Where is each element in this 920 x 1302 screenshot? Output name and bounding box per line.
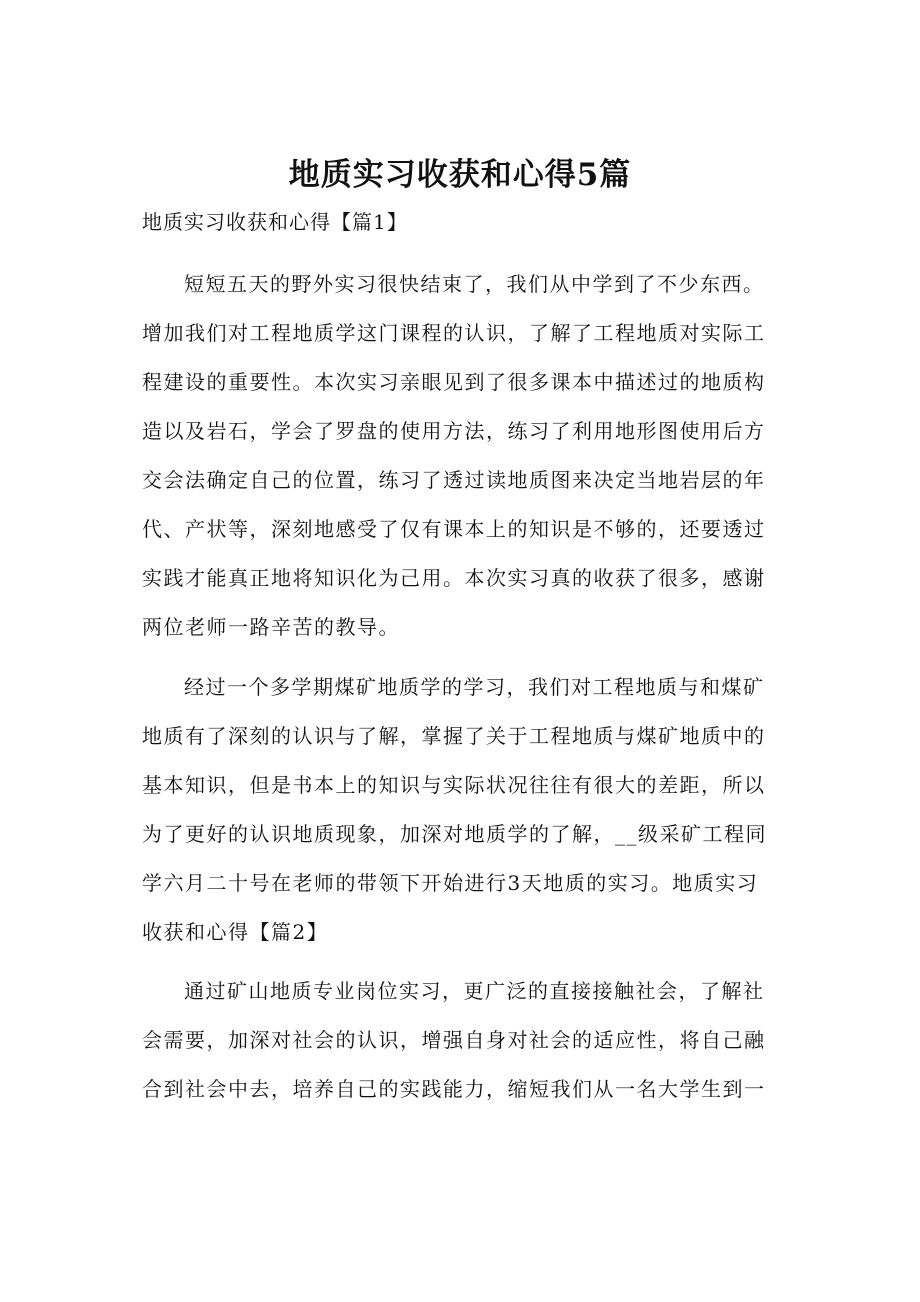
paragraph-1-line: 短短五天的野外实习很快结束了，我们从中学到了不少东西。: [184, 272, 765, 296]
paragraph-3-line: 通过矿山地质专业岗位实习，更广泛的直接接触社会，了解社: [184, 979, 765, 1003]
paragraph-1-line: 造以及岩石，学会了罗盘的使用方法，练习了利用地形图使用后方: [142, 419, 766, 443]
paragraph-1-line: 实践才能真正地将知识化为己用。本次实习真的收获了很多，感谢: [142, 566, 766, 590]
paragraph-1-line: 两位老师一路辛苦的教导。: [142, 615, 400, 639]
paragraph-1: [142, 260, 782, 652]
paragraph-1-line: 程建设的重要性。本次实习亲眼见到了很多课本中描述过的地质构: [142, 370, 766, 394]
paragraph-2-line: 收获和心得【篇2】: [142, 920, 329, 944]
paragraph-3-line: 合到社会中去，培养自己的实践能力，缩短我们从一名大学生到一: [142, 1077, 766, 1101]
paragraph-1-line: 代、产状等，深刻地感受了仅有课本上的知识是不够的，还要透过: [142, 517, 766, 541]
document-title: 地质实习收获和心得5篇: [288, 157, 632, 193]
section-heading-1: 地质实习收获和心得【篇1】: [142, 210, 408, 234]
paragraph-2-line: 地质有了深刻的认识与了解，掌握了关于工程地质与煤矿地质中的: [142, 724, 766, 748]
paragraph-2: [142, 663, 782, 957]
paragraph-1-line: 交会法确定自己的位置，练习了透过读地质图来决定当地岩层的年: [142, 468, 766, 492]
paragraph-3-line: 会需要，加深对社会的认识，增强自身对社会的适应性，将自己融: [142, 1028, 766, 1052]
paragraph-1-line: 增加我们对工程地质学这门课程的认识，了解了工程地质对实际工: [142, 321, 766, 345]
paragraph-2-line: 经过一个多学期煤矿地质学的学习，我们对工程地质与和煤矿: [184, 675, 765, 699]
paragraph-2-line: 学六月二十号在老师的带领下开始进行3天地质的实习。地质实习: [142, 871, 759, 895]
paragraph-3: [142, 967, 782, 1114]
paragraph-2-line: 为了更好的认识地质现象，加深对地质学的了解，__级采矿工程同: [142, 822, 767, 846]
paragraph-2-line: 基本知识，但是书本上的知识与实际状况往往有很大的差距，所以: [142, 773, 766, 797]
